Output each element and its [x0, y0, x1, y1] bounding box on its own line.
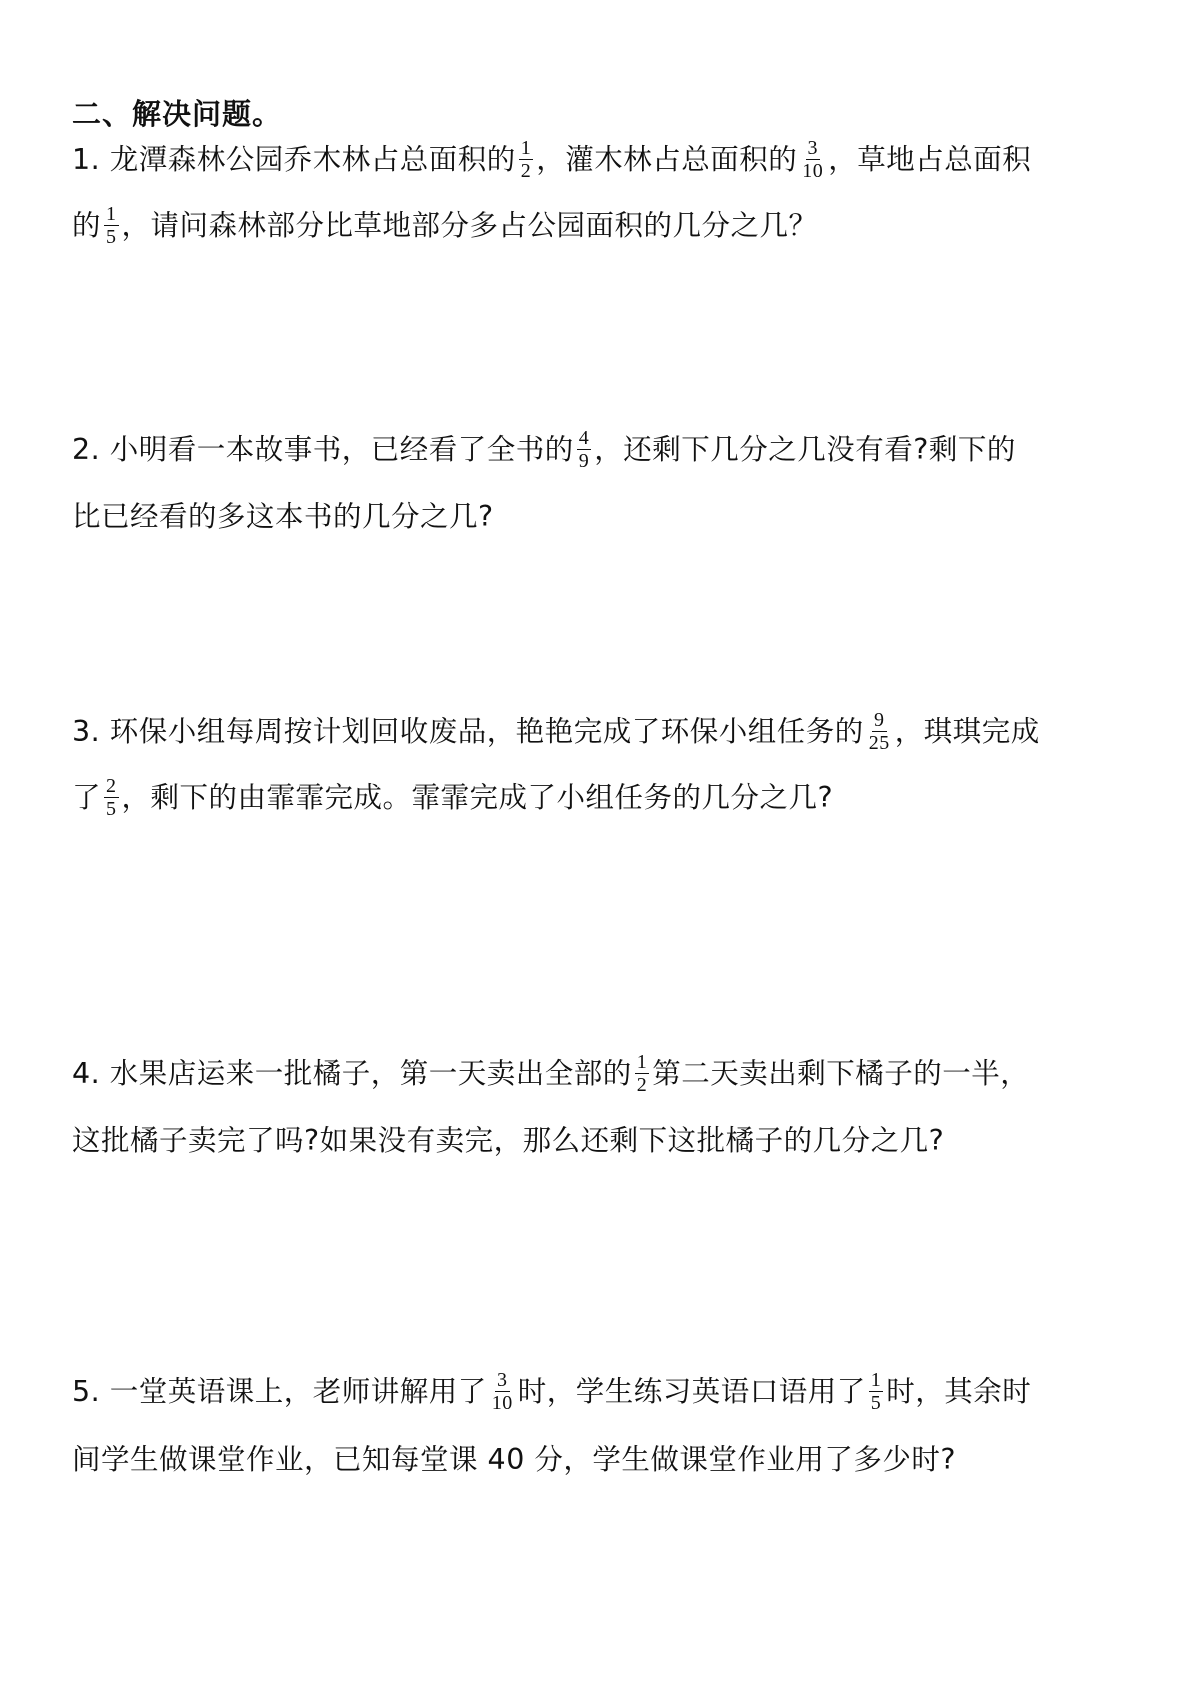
denominator: 9	[578, 449, 590, 472]
numerator: 1	[106, 202, 117, 225]
problem-1-line-2	[72, 201, 818, 251]
text: 时，其余时	[886, 1375, 1032, 1408]
fraction	[577, 427, 592, 472]
numerator: 1	[636, 1050, 648, 1073]
numerator: 9	[874, 708, 885, 731]
text: 4. 水果店运来一批橘子，第一天卖出全部的	[72, 1057, 632, 1090]
denominator: 10	[491, 1391, 513, 1414]
fraction	[800, 137, 825, 182]
denominator: 2	[636, 1073, 648, 1096]
numerator: 2	[106, 774, 117, 797]
fraction	[867, 709, 892, 754]
text: 2. 小明看一本故事书，已经看了全书的	[72, 433, 574, 466]
text: ，琪琪完成	[894, 715, 1040, 748]
problem-5-line-1	[72, 1367, 1031, 1417]
denominator: 5	[870, 1391, 882, 1414]
numerator: 3	[807, 136, 819, 159]
denominator: 5	[106, 797, 117, 820]
fraction	[635, 1051, 650, 1096]
text: 比已经看的多这本书的几分之几?	[72, 500, 494, 533]
problem-2-line-2	[72, 492, 494, 542]
text: 间学生做课堂作业，已知每堂课 40 分，学生做课堂作业用了多少时?	[72, 1443, 957, 1476]
text: ，还剩下几分之几没有看?剩下的	[594, 433, 1016, 466]
denominator: 25	[868, 731, 890, 754]
text: 5. 一堂英语课上，老师讲解用了	[72, 1375, 487, 1408]
numerator: 1	[520, 136, 532, 159]
text: ，剩下的由霏霏完成。霏霏完成了小组任务的几分之几?	[121, 781, 834, 814]
text: 这批橘子卖完了吗?如果没有卖完，那么还剩下这批橘子的几分之几?	[72, 1124, 945, 1157]
denominator: 2	[520, 159, 532, 182]
text: 了	[72, 781, 102, 814]
fraction	[104, 203, 119, 248]
problem-4-line-1	[72, 1049, 1029, 1099]
numerator: 1	[870, 1368, 882, 1391]
problem-3-line-2	[72, 773, 833, 823]
numerator: 3	[497, 1368, 508, 1391]
text: 时，学生练习英语口语用了	[517, 1375, 866, 1408]
denominator: 5	[106, 225, 117, 248]
fraction	[104, 775, 119, 820]
fraction	[490, 1369, 515, 1414]
problem-1-line-1	[72, 135, 1031, 185]
text: 的	[72, 209, 102, 242]
problem-4-line-2	[72, 1116, 944, 1166]
text: ，请问森林部分比草地部分多占公园面积的几分之几？	[121, 209, 818, 242]
problem-2-line-1	[72, 425, 1016, 475]
text: ，灌木林占总面积的	[536, 143, 798, 176]
section-heading: 二、解决问题。	[72, 97, 283, 131]
fraction	[519, 137, 534, 182]
problem-3-line-1	[72, 707, 1040, 757]
problem-5-line-2	[72, 1435, 956, 1485]
text: 3. 环保小组每周按计划回收废品，艳艳完成了环保小组任务的	[72, 715, 864, 748]
text: ，草地占总面积	[828, 143, 1032, 176]
text: 1. 龙潭森林公园乔木林占总面积的	[72, 143, 516, 176]
text: 第二天卖出剩下橘子的一半，	[652, 1057, 1030, 1090]
numerator: 4	[578, 426, 590, 449]
fraction	[869, 1369, 884, 1414]
denominator: 10	[802, 159, 824, 182]
